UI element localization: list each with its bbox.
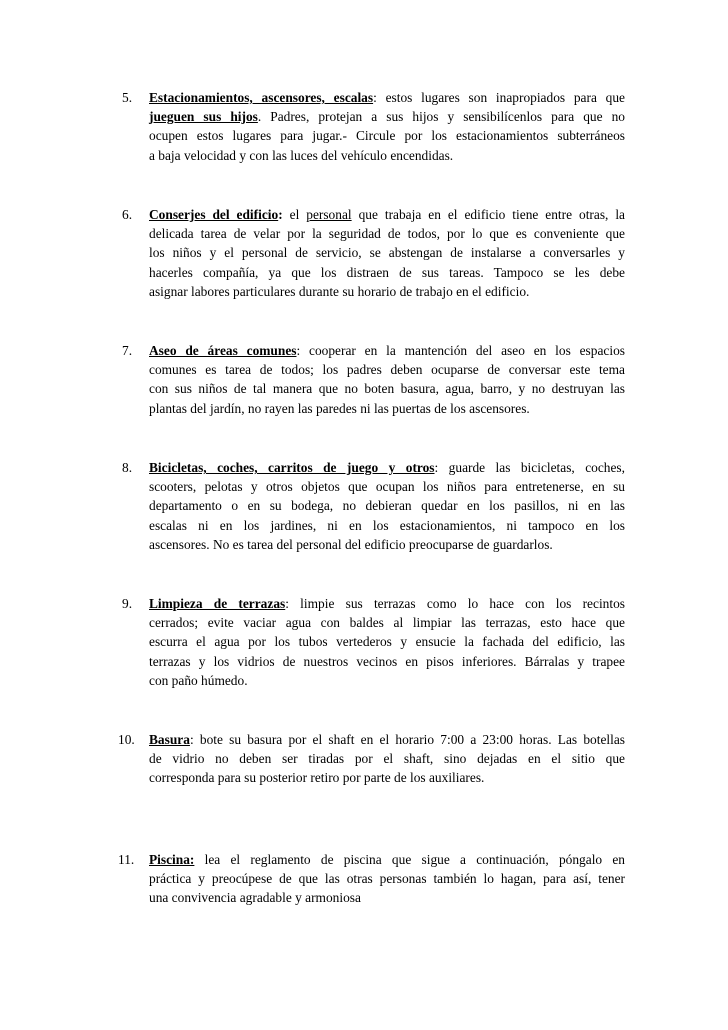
text-line: ascensores. No es tarea del personal del edificio preocuparse de guardarlos. xyxy=(149,536,553,552)
text-line xyxy=(149,730,625,749)
text-line: plantas del jardín, no rayen las paredes ni las puertas de los ascensores. xyxy=(149,400,530,416)
list-item xyxy=(122,205,625,301)
item-heading: Piscina: xyxy=(149,852,195,867)
text-line: con paño húmedo. xyxy=(149,672,248,688)
text-line xyxy=(149,341,625,360)
item-number: 9. xyxy=(122,596,133,611)
text-line: ocupen estos lugares para jugar.- Circule por los estacionamientos subterráneos xyxy=(149,128,625,144)
item-heading: Conserjes del edificio xyxy=(149,207,279,222)
text-line: a baja velocidad y con las luces del vehículo encendidas. xyxy=(149,147,454,163)
item-number: 11. xyxy=(118,852,135,867)
list-item xyxy=(122,594,625,690)
text-line: corresponda para su posterior retiro por parte de los auxiliares. xyxy=(149,770,485,786)
underlined-word: personal xyxy=(306,207,352,222)
list-item xyxy=(122,341,625,418)
text-line xyxy=(149,107,625,126)
text-line: escalas ni en los jardines, ni en los estacionamientos, ni tampoco en los xyxy=(149,517,625,533)
list-item xyxy=(122,88,625,165)
item-heading: Bicicletas, coches, carritos de juego y otros xyxy=(149,460,435,475)
text-line: scooters, pelotas y otros objetos que ocupan los niños para entretenerse, en su xyxy=(149,479,625,495)
item-number: 7. xyxy=(122,343,133,358)
text-line: hacerles compañía, ya que los distraen de sus tareas. Tampoco se les debe xyxy=(149,264,625,280)
item-body xyxy=(149,205,625,301)
item-text: lea el reglamento de piscina que sigue a continuación, póngalo en xyxy=(194,852,625,867)
item-body xyxy=(149,850,625,908)
item-body xyxy=(149,730,625,788)
text-line: los niños y el personal de servicio, se abstengan de instalarse a conversarles y xyxy=(149,245,625,261)
list-item xyxy=(122,458,625,554)
text-line xyxy=(149,205,625,224)
text-line xyxy=(149,850,625,869)
text-line: asignar labores particulares durante su horario de trabajo en el edificio. xyxy=(149,283,530,299)
text-line xyxy=(149,88,625,107)
heading-colon: : xyxy=(278,207,283,222)
item-number: 8. xyxy=(122,460,133,475)
text-line: comunes es tarea de todos; los padres deben ocuparse de conversar este tema xyxy=(149,362,625,378)
text-line: escurra el agua por los tubos vertederos y ensucie la fachada del edificio, las xyxy=(149,634,625,650)
text-line: de vidrio no deben ser tiradas por el shaft, sino dejadas en el sitio que xyxy=(149,751,625,767)
item-text: que trabaja en el edificio tiene entre otras, la xyxy=(351,207,626,222)
text-line: con sus niños de tal manera que no boten basura, agua, barro, y no destruyan las xyxy=(149,381,625,397)
text-line: práctica y preocúpese de que las otras personas también lo hagan, para así, tener xyxy=(149,871,625,887)
item-number: 5. xyxy=(122,90,133,105)
text-line: departamento o en su bodega, no debieran quedar en los pasillos, ni en las xyxy=(149,498,625,514)
item-body xyxy=(149,458,625,554)
item-text: : limpie sus terrazas como lo hace con los recintos xyxy=(285,596,625,611)
item-text: : bote su basura por el shaft en el horario 7:00 a 23:00 horas. Las botellas xyxy=(189,732,625,747)
item-number: 10. xyxy=(118,732,135,747)
item-heading-continued: jueguen sus hijos xyxy=(149,109,258,125)
item-text: . Padres, protejan a sus hijos y sensibilícenlos para que no xyxy=(257,109,625,125)
item-text: : estos lugares son inapropiados para que xyxy=(373,90,626,105)
item-heading: Aseo de áreas comunes xyxy=(149,343,297,358)
item-body xyxy=(149,341,625,418)
item-heading: Estacionamientos, ascensores, escalas xyxy=(149,90,374,105)
item-number: 6. xyxy=(122,207,133,222)
text-line: delicada tarea de velar por la seguridad de todos, por lo que es conveniente que xyxy=(149,226,625,242)
list-item xyxy=(118,730,625,788)
text-line: una convivencia agradable y armoniosa xyxy=(149,890,361,906)
text-line xyxy=(149,458,625,477)
text-line: cerrados; evite vaciar agua con baldes al limpiar las terrazas, esto hace que xyxy=(149,615,625,631)
text-line: terrazas y los vidrios de nuestros vecinos en pisos inferiores. Bárralas y trapee xyxy=(149,653,625,669)
item-text: : guarde las bicicletas, coches, xyxy=(434,460,625,475)
item-text: : cooperar en la mantención del aseo en los espacios xyxy=(296,343,625,358)
item-body xyxy=(149,88,625,165)
item-heading: Basura xyxy=(149,732,190,747)
item-text: el xyxy=(282,207,307,222)
list-item xyxy=(118,850,625,908)
text-line xyxy=(149,594,625,613)
item-heading: Limpieza de terrazas xyxy=(149,596,286,611)
item-body xyxy=(149,594,625,690)
